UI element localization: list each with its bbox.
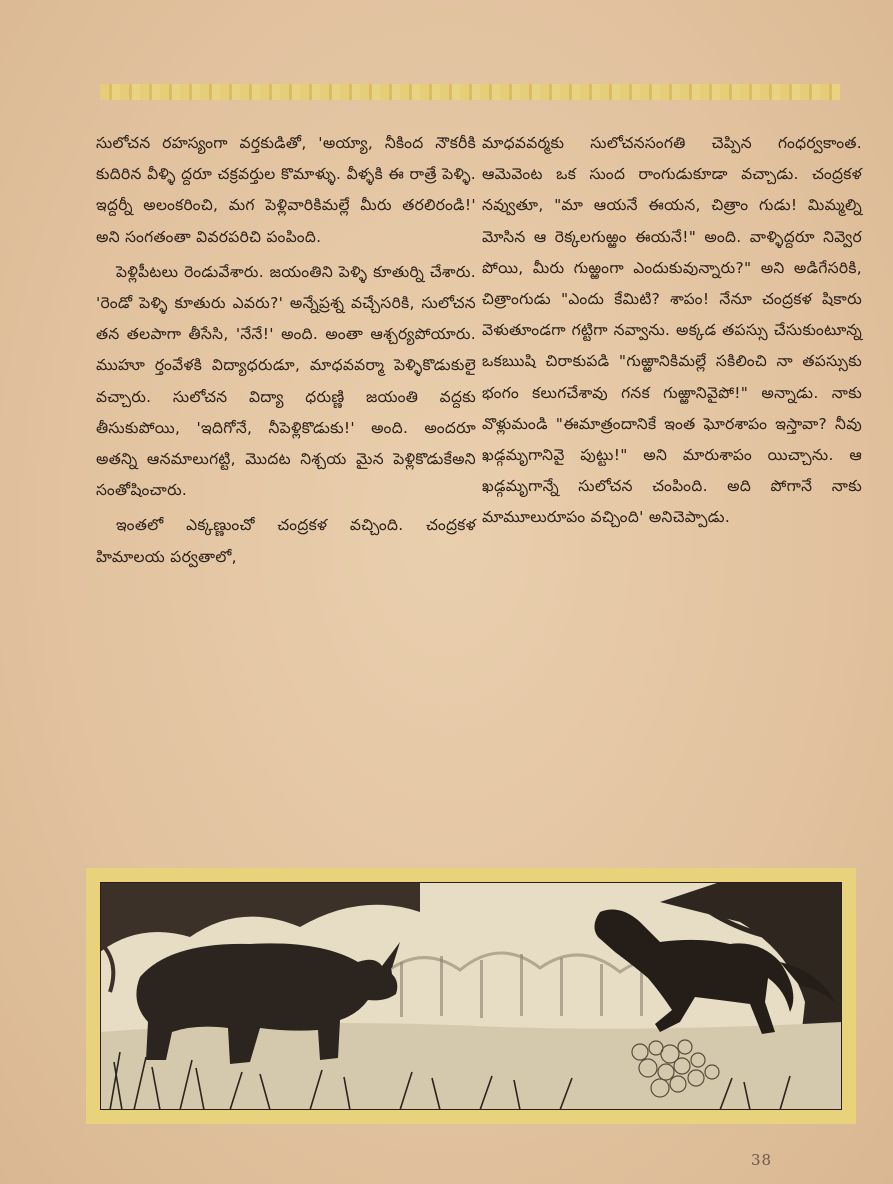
paragraph-4: మాధవవర్మకు సులోచనసంగతి చెప్పిన గంధర్వకాంత. ఆమెవెంట ఒక సుంద రాంగుడుకూడా వచ్చాడు. చంద్రకళ నవ్వుతూ, "మా ఆయనే ఈయన, చిత్రాం గుడు! మిమ్మల్ని మోసిన ఆ రెక్కలగుఱ్ఱం ఈయనే!" అంది. వాళ్ళిద్దరూ నివ్వెర పోయి, మీరు గుఱ్ఱంగా ఎందుకువున్నారు?" అని అడిగేసరికి, చిత్రాంగుడు "ఎందు కేమిటి? శాపం! నేనూ చంద్రకళ షికారు వెళుతూండగా గట్టిగా నవ్వాను. అక్కడ తపస్సు చేసుకుంటూన్న ఒకఋషి చిరాకుపడి "గుఱ్ఱానికిమల్లే సకిలించి నా తపస్సుకు భంగం కలుగచేశావు గనక గుఱ్ఱానివైపో!" అన్నాడు. నాకు వొళ్లుమండి "ఈమాత్రందానికే ఇంత ఘోరశాపం ఇస్తావా? నీవు ఖడ్గమృగానివై పుట్టు!" అని మారుశాపం యిచ్చాను. ఆ ఖడ్గమృగాన్నే సులోచన చంపింది. అది పోగానే నాకు మామూలురూపం వచ్చింది' అనిచెప్పాడు. [482, 134, 862, 527]
paragraph-1: సులోచన రహస్యంగా వర్తకుడితో, 'అయ్యా, నీకింద నౌకరీకి కుదిరిన వీళ్ళి ద్దరూ చక్రవర్తుల కొమాళ్ళు. వీళ్ళకి ఈ రాత్రే పెళ్ళి. ఇద్దర్నీ అలంకరించి, మగ పెళ్లివారికిమల్లే మీరు తరలిరండి!' అని సంగతంతా వివరపరిచి పంపింది. [96, 134, 476, 246]
paragraph-2: పెళ్లిపీటలు రెండువేశారు. జయంతిని పెళ్ళి కూతుర్ని చేశారు. 'రెండో పెళ్ళి కూతురు ఎవరు?' అన్నేప్రశ్న వచ్చేసరికి, సులోచన తన తలపాగా తీసేసి, 'నేనే!' అంది. అంతా ఆశ్చర్యపోయారు. ముహూ ర్తంవేళకి విద్యాధరుడూ, మాధవవర్మా పెళ్ళికొడుకులై వచ్చారు. సులోచన విద్యా ధరుణ్ణి జయంతి వద్దకు తీసుకుపోయి, 'ఇదిగోనే, నీపెళ్లికొడుకు!' అంది. అందరూ అతన్ని ఆనమాలుగట్టి, మొదట నిశ్చయ మైన పెళ్లికొడుకేఅని సంతోషించారు. [96, 262, 476, 500]
paragraph-3: ఇంతలో ఎక్కణ్ణుంచో చంద్రకళ వచ్చింది. చంద్రకళ హిమాలయ పర్వతాలో, [96, 516, 476, 566]
illustration-frame [86, 868, 856, 1124]
rhino-and-horse-illustration [100, 882, 842, 1110]
right-text-column [482, 128, 862, 534]
left-text-column [96, 128, 476, 573]
page-number: 38 [751, 1151, 773, 1169]
decorative-top-border [100, 84, 840, 100]
